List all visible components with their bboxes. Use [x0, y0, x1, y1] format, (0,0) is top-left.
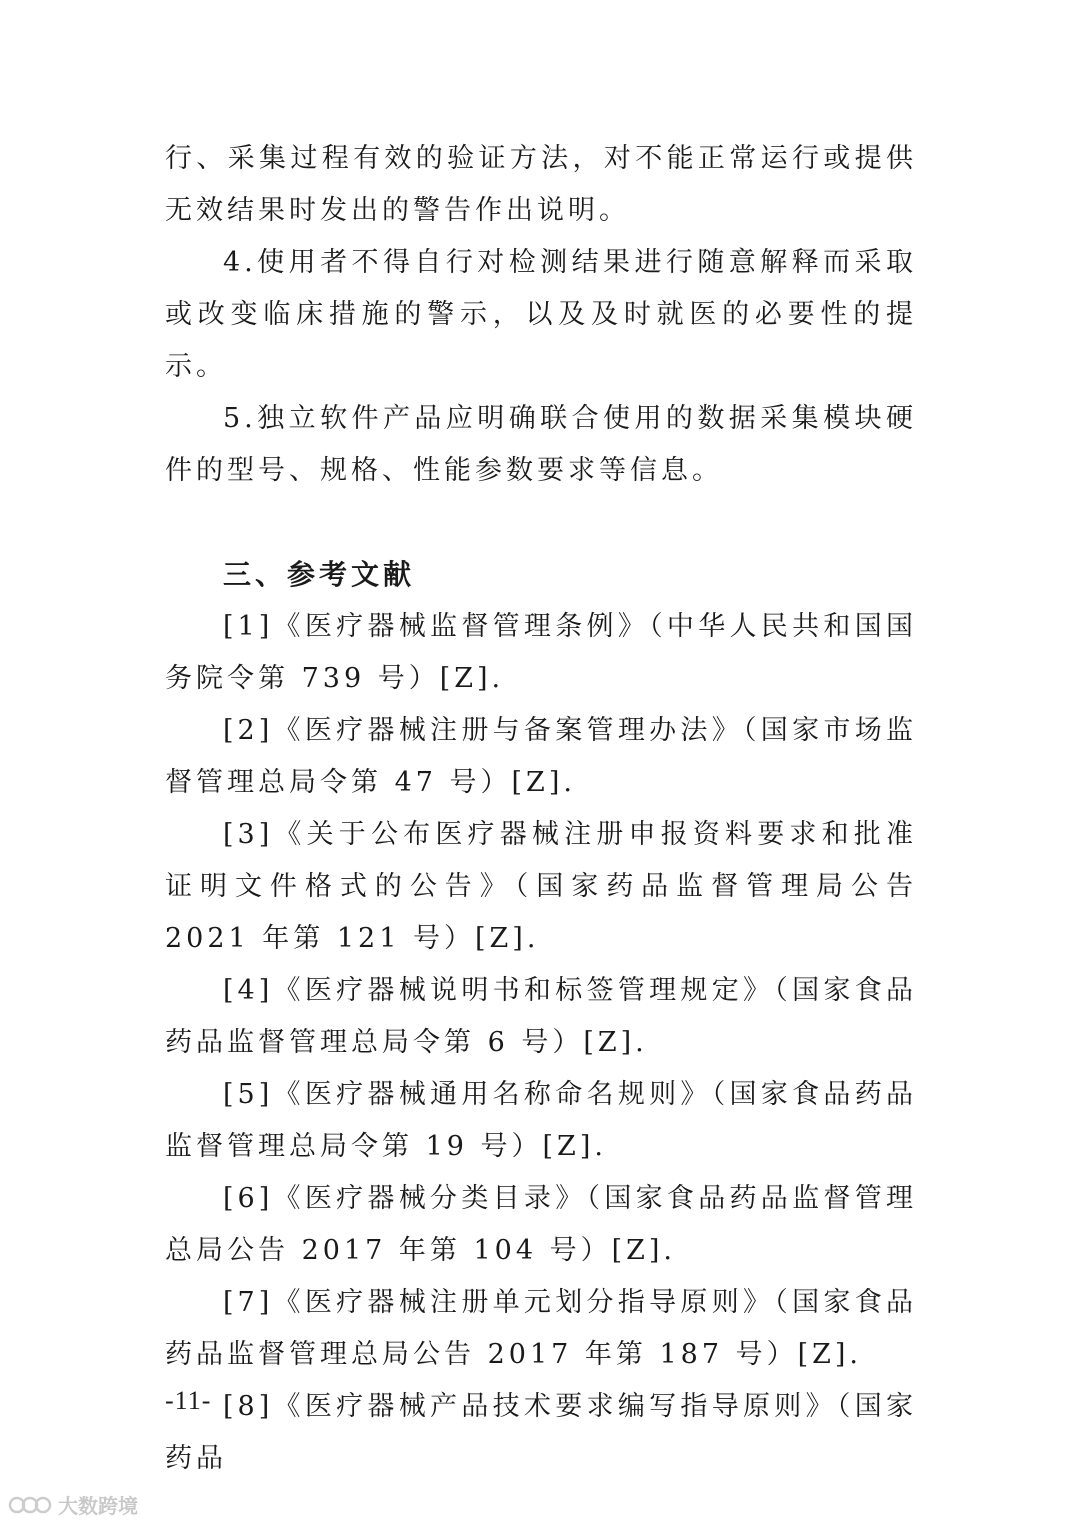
section-heading: 三、参考文献: [223, 558, 416, 591]
reference-item-5: [5]《医疗器械通用名称命名规则》（国家食品药品监督管理总局令第 19 号）[Z].: [165, 1079, 917, 1162]
reference-item-8: [8]《医疗器械产品技术要求编写指导原则》（国家药品: [165, 1391, 917, 1474]
watermark-logo-icon: [8, 1492, 52, 1518]
reference-item-1: [1]《医疗器械监督管理条例》（中华人民共和国国务院令第 739 号）[Z].: [165, 611, 917, 694]
section-spacer: [165, 497, 917, 549]
reference-item-3: [3]《关于公布医疗器械注册申报资料要求和批准证明文件格式的公告》（国家药品监督管理局公告 2021 年第 121 号）[Z].: [165, 819, 917, 954]
paragraph-continued: 行、采集过程有效的验证方法，对不能正常运行或提供无效结果时发出的警告作出说明。: [165, 143, 917, 226]
watermark-text: 大数跨境: [58, 1494, 138, 1518]
paragraph-item-4: 4.使用者不得自行对检测结果进行随意解释而采取或改变临床措施的警示，以及及时就医的必要性的提示。: [165, 247, 917, 382]
page-number: -11-: [165, 1386, 212, 1415]
reference-item-4: [4]《医疗器械说明书和标签管理规定》（国家食品药品监督管理总局令第 6 号）[Z].: [165, 975, 917, 1058]
page-content: [165, 133, 917, 1485]
reference-item-6: [6]《医疗器械分类目录》（国家食品药品监督管理总局公告 2017 年第 104 号）[Z].: [165, 1183, 917, 1266]
reference-item-2: [2]《医疗器械注册与备案管理办法》（国家市场监督管理总局令第 47 号）[Z].: [165, 715, 917, 798]
reference-item-7: [7]《医疗器械注册单元划分指导原则》（国家食品药品监督管理总局公告 2017 年第 187 号）[Z].: [165, 1287, 917, 1370]
watermark: [8, 1490, 138, 1519]
paragraph-item-5: 5.独立软件产品应明确联合使用的数据采集模块硬件的型号、规格、性能参数要求等信息。: [165, 403, 917, 486]
